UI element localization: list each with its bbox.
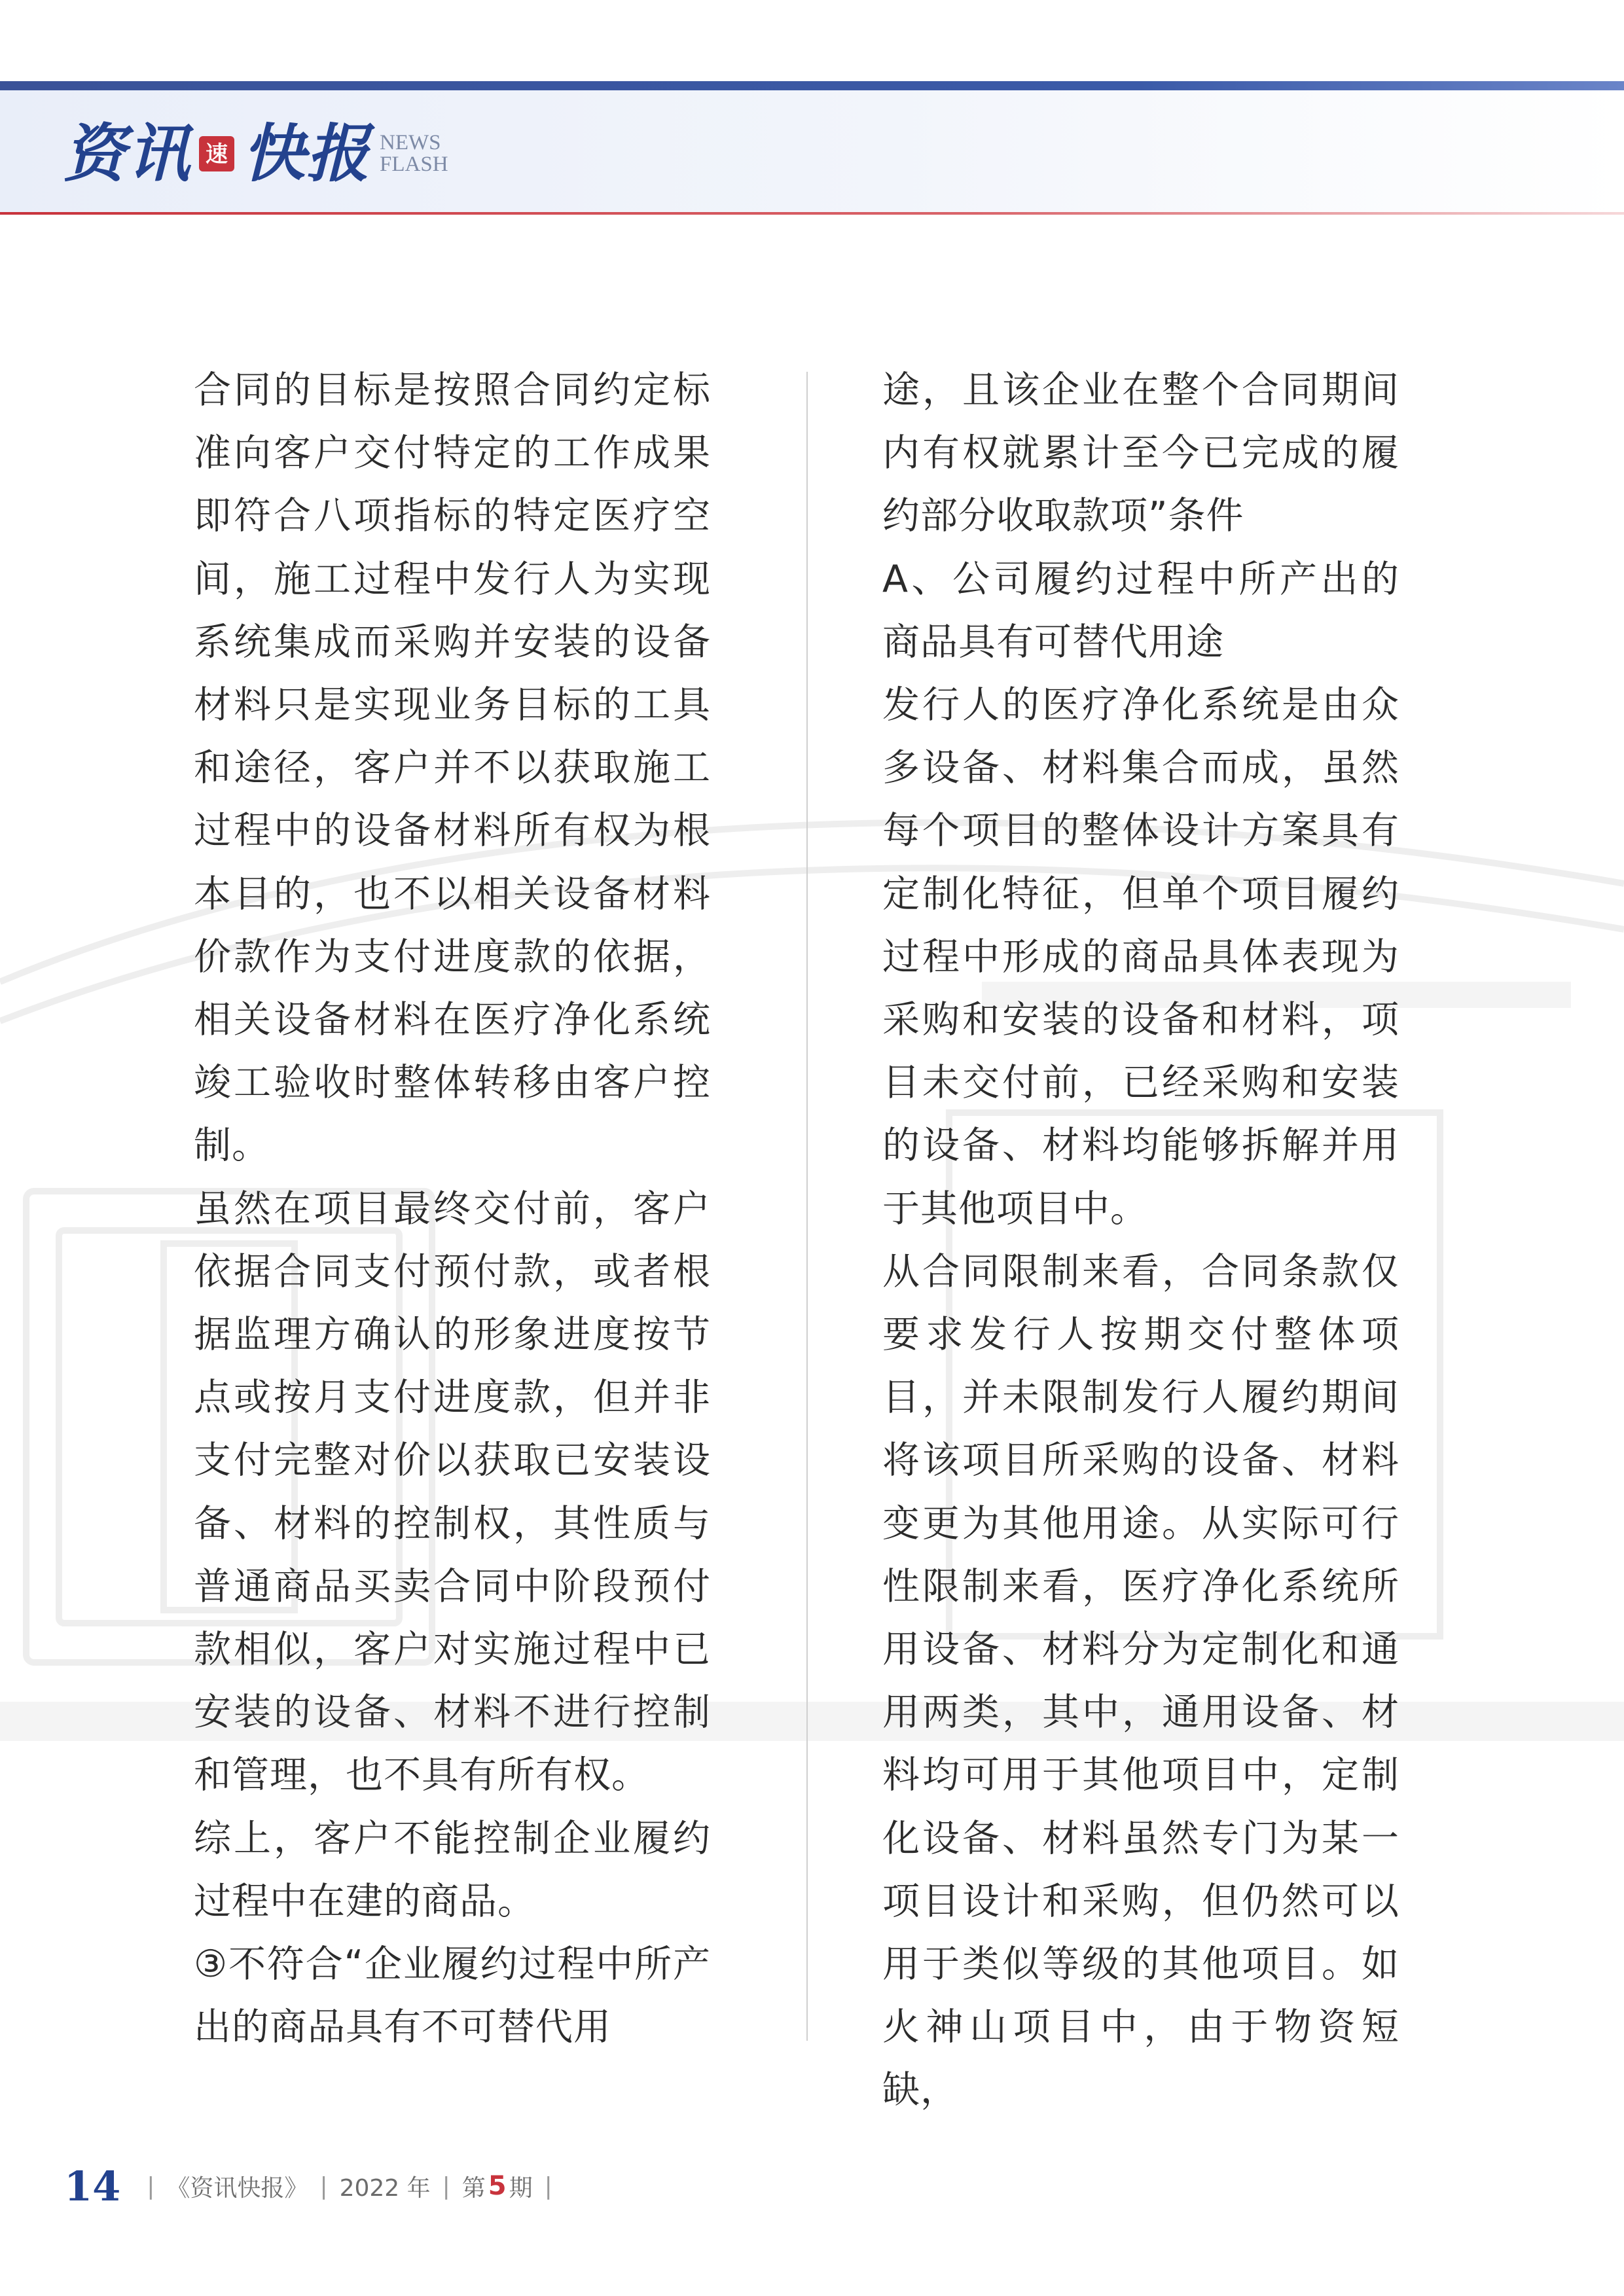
issue-prefix: 第 [461,2174,486,2202]
column-divider [806,372,808,2041]
paragraph: 综上，客户不能控制企业履约过程中在建的商品。 [194,1816,711,1923]
news-label: NEWS [380,131,441,154]
footer-separator: | [544,2172,552,2200]
paragraph: 从合同限制来看，合同条款仅要求发行人按期交付整体项目，并未限制发行人履约期间将该项目所采购的设备、材料变更为其他用途。从实际可行性限制来看，医疗净化系统所用设备、材料分为定制化和通用两类，其中，通用设备、材料均可用于其他项目中，定制化设备、材料虽然专门为某一项目设计和采购，但仍然可以用于类似等级的其他项目。如火神山项目中，由于物资短缺， [882,1249,1399,2112]
flash-label: FLASH [380,152,448,176]
article-left-column [194,359,711,2058]
svg-text:速: 速 [206,141,228,168]
page-number: 14 [64,2162,121,2210]
article-right-column [882,359,1399,2122]
page-footer [64,2160,564,2212]
paragraph: ③不符合“企业履约过程中所产出的商品具有不可替代用 [194,1943,711,2049]
paragraph: 合同的目标是按照合同约定标准向客户交付特定的工作成果即符合八项指标的特定医疗空间，施工过程中发行人为实现系统集成而采购并安装的设备材料只是实现业务目标的工具和途径，客户并不以获取施工过程中的设备材料所有权为根本目的，也不以相关设备材料价款作为支付进度款的依据，相关设备材料在医疗净化系统竣工验收时整体转移由客户控制。 [194,368,711,1168]
masthead-title-part2: 快报 [242,117,370,190]
header-top-rule [0,81,1624,90]
paragraph: 途，且该企业在整个合同期间内有权就累计至今已完成的履约部分收取款项”条件 [882,368,1399,538]
masthead-title-part1: 资讯 [63,117,191,190]
issue-year: 2022 年 [339,2174,431,2202]
news-flash-label [380,132,448,175]
footer-separator: | [442,2172,450,2200]
issue-suffix: 期 [509,2174,533,2202]
paragraph: 发行人的医疗净化系统是由众多设备、材料集合而成，虽然每个项目的整体设计方案具有定制化特征，但单个项目履约过程中形成的商品具体表现为采购和安装的设备和材料，项目未交付前，已经采购和安装的设备、材料均能够拆解并用于其他项目中。 [882,683,1399,1230]
issue-number: 5 [488,2171,507,2201]
paragraph: A、公司履约过程中所产出的商品具有可替代用途 [882,557,1399,664]
footer-separator: | [319,2172,328,2200]
paragraph: 虽然在项目最终交付前，客户依据合同支付预付款，或者根据监理方确认的形象进度按节点或按月支付进度款，但并非支付完整对价以获取已安装设备、材料的控制权，其性质与普通商品买卖合同中阶段预付款相似，客户对实施过程中已安装的设备、材料不进行控制和管理，也不具有所有权。 [194,1187,711,1797]
header-bottom-rule [0,212,1624,215]
footer-separator: | [147,2172,155,2200]
seal-icon [198,135,236,173]
masthead [63,111,448,196]
magazine-name: 《资讯快报》 [166,2174,308,2202]
